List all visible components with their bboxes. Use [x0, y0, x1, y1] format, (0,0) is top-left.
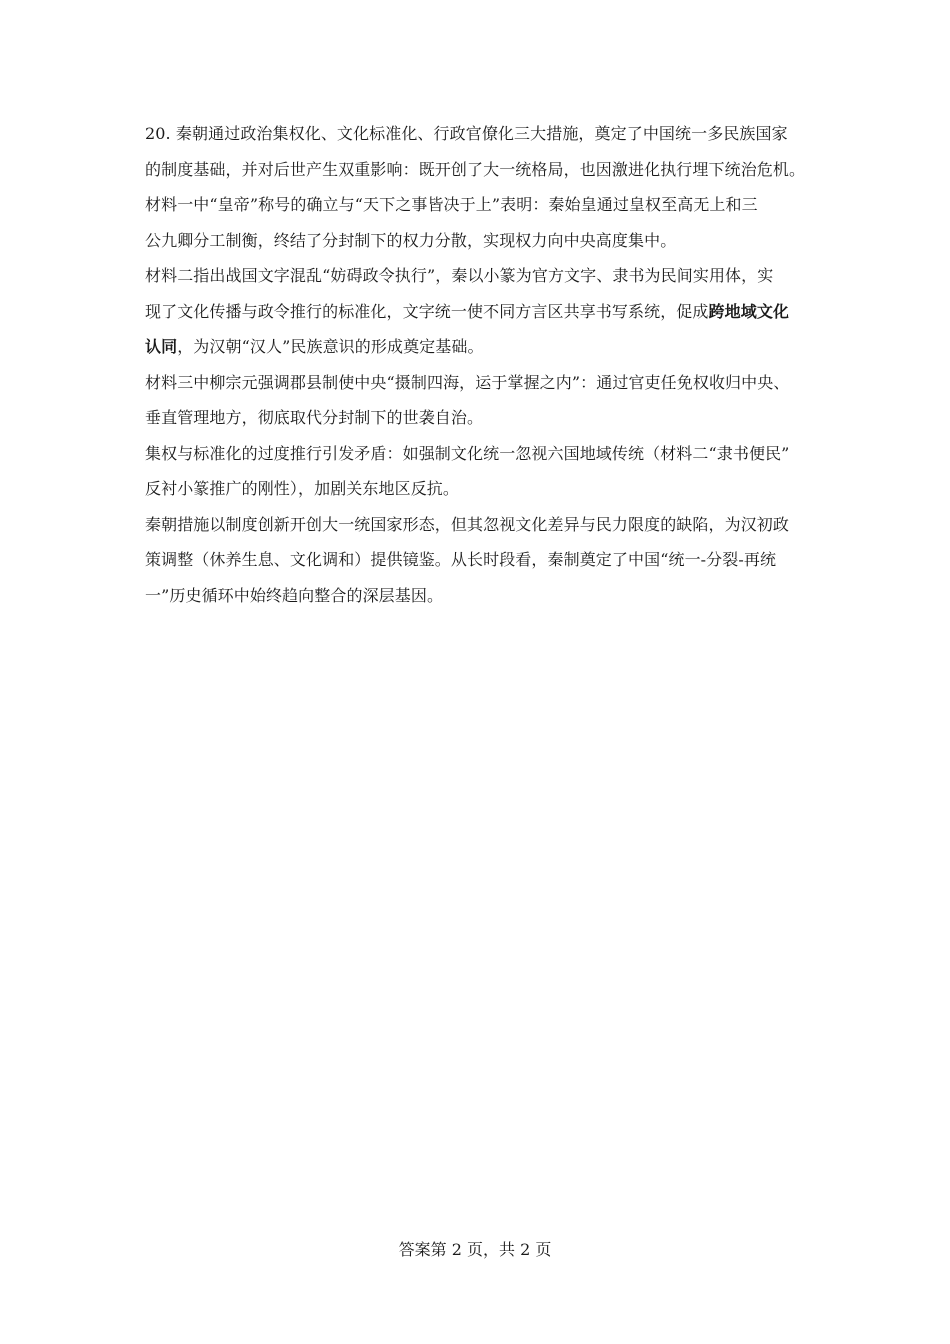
- text-line: 反衬小篆推广的刚性），加剧关东地区反抗。: [145, 479, 460, 498]
- text-line: 垂直管理地方，彻底取代分封制下的世袭自治。: [145, 408, 484, 427]
- paragraph-5: [145, 436, 825, 507]
- text-line: 一”历史循环中始终趋向整合的深层基因。: [145, 585, 444, 605]
- text-line: [145, 294, 825, 330]
- bold-phrase: 跨地域文化: [708, 301, 790, 321]
- paragraph-1: [145, 116, 825, 187]
- paragraph-3: [145, 258, 825, 365]
- text-line: [145, 329, 825, 365]
- text-line: 的制度基础，并对后世产生双重影响：既开创了大一统格局，也因激进化执行埋下统治危机。: [145, 159, 806, 179]
- answer-body: [145, 116, 825, 613]
- paragraph-6: [145, 507, 825, 614]
- bold-phrase: 认同: [145, 337, 178, 356]
- text-line: 20. 秦朝通过政治集权化、文化标准化、行政官僚化三大措施，奠定了中国统一多民族国家: [145, 124, 788, 143]
- page-footer: 答案第 2 页，共 2 页: [398, 1240, 552, 1259]
- paragraph-4: [145, 365, 825, 436]
- text-line: 策调整（休养生息、文化调和）提供镜鉴。从长时段看，秦制奠定了中国“统一-分裂-再统: [145, 550, 777, 569]
- text-line: 公九卿分工制衡，终结了分封制下的权力分散，实现权力向中央高度集中。: [145, 230, 677, 250]
- text-segment: 现了文化传播与政令推行的标准化，文字统一使不同方言区共享书写系统，促成: [145, 301, 709, 321]
- text-line: 材料一中“皇帝”称号的确立与“天下之事皆决于上”表明：秦始皇通过皇权至高无上和三: [145, 195, 758, 214]
- paragraph-2: [145, 187, 825, 258]
- text-line: 材料三中柳宗元强调郡县制使中央“摄制四海，运于掌握之内”：通过官吏任免权收归中央、: [145, 372, 790, 392]
- text-segment: ，为汉朝“汉人”民族意识的形成奠定基础。: [177, 337, 484, 356]
- text-line: 材料二指出战国文字混乱“妨碍政令执行”，秦以小篆为官方文字、隶书为民间实用体，实: [145, 266, 774, 285]
- text-line: 集权与标准化的过度推行引发矛盾：如强制文化统一忽视六国地域传统（材料二“隶书便民”: [145, 443, 790, 463]
- text-line: 秦朝措施以制度创新开创大一统国家形态，但其忽视文化差异与民力限度的缺陷，为汉初政: [145, 514, 790, 534]
